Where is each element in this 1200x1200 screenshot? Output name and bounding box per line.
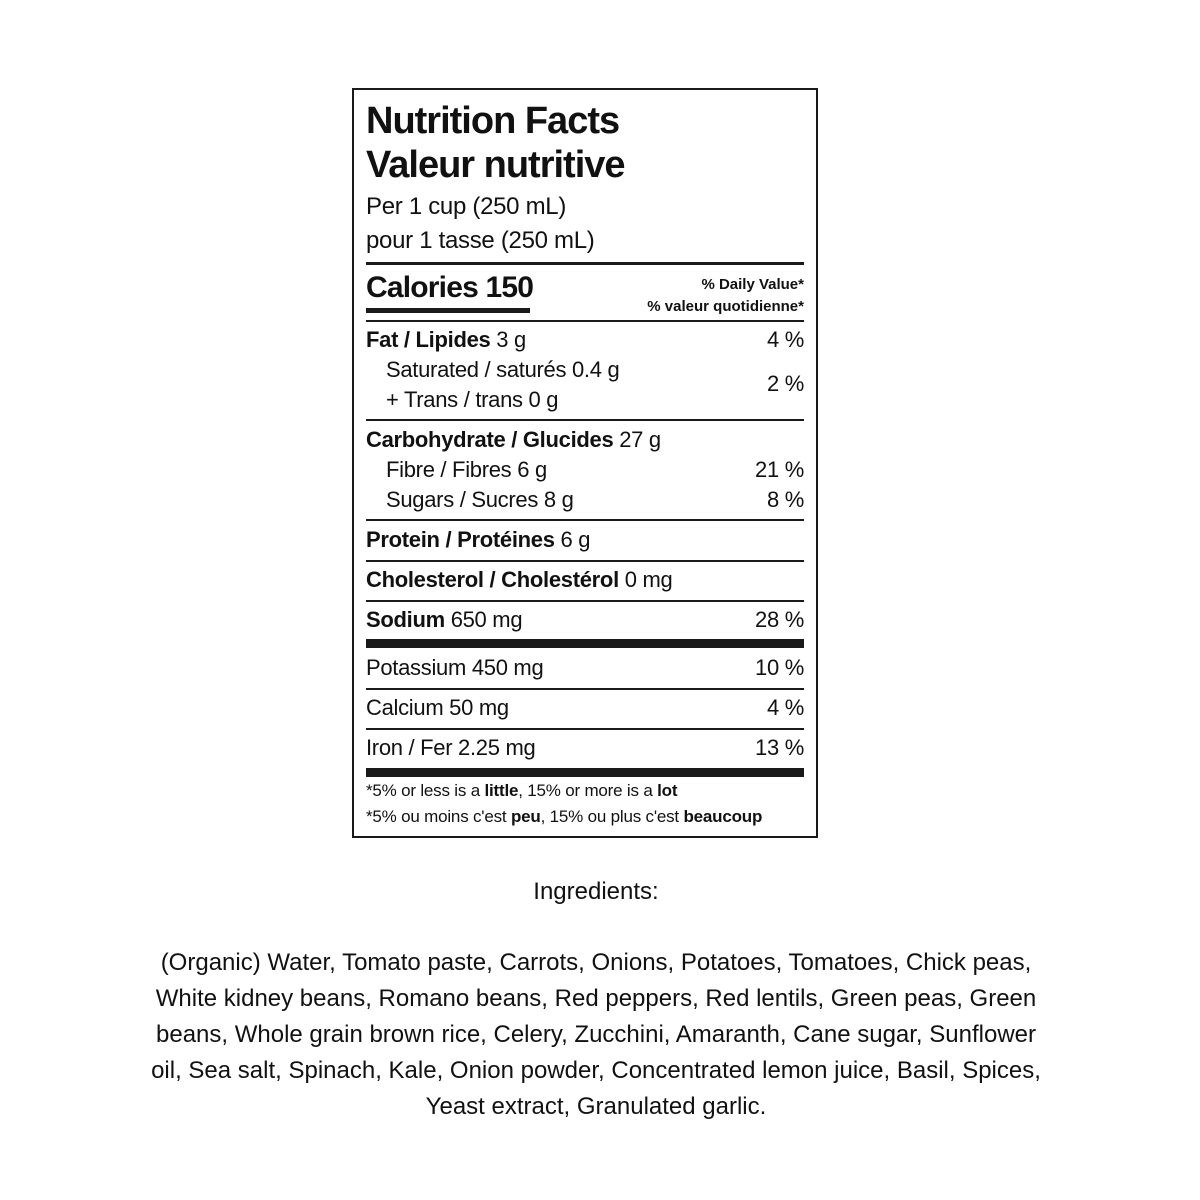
nutrient-row-potassium xyxy=(366,648,804,688)
label-title-en: Nutrition Facts xyxy=(366,100,620,142)
thick-divider xyxy=(366,639,804,648)
nutrient-name: Calcium 50 mg xyxy=(366,695,509,720)
nutrient-amount: 0 mg xyxy=(624,567,673,592)
footnote-text: *5% ou moins c'est xyxy=(366,807,511,826)
thick-divider xyxy=(366,768,804,777)
nutrient-dv: 21 % xyxy=(755,457,804,482)
nutrient-dv: 28 % xyxy=(755,607,804,632)
nutrient-name: Saturated / saturés xyxy=(386,357,567,382)
footnote-text: , 15% or more is a xyxy=(518,781,658,800)
nutrient-name: Carbohydrate / Glucides xyxy=(366,427,614,452)
nutrient-amount: 6 g xyxy=(560,527,591,552)
nutrient-name: Fat / Lipides xyxy=(366,327,491,352)
footnote-fr xyxy=(366,804,762,830)
nutrient-name: Iron / Fer 2.25 mg xyxy=(366,735,536,760)
daily-value-header-fr: % valeur quotidienne* xyxy=(647,298,804,315)
nutrient-dv: 13 % xyxy=(755,735,804,760)
nutrient-dv: 2 % xyxy=(766,371,804,396)
nutrient-row-cholesterol xyxy=(366,560,804,600)
nutrition-facts-label xyxy=(352,88,818,838)
nutrient-amount: 6 g xyxy=(517,457,547,482)
nutrient-dv: 4 % xyxy=(766,695,804,720)
nutrient-row-iron xyxy=(366,728,804,768)
nutrient-name: Protein / Protéines xyxy=(366,527,555,552)
nutrient-name: Sodium xyxy=(366,607,445,632)
calories: Calories 150 xyxy=(366,271,534,304)
daily-value-header-en: % Daily Value* xyxy=(701,276,804,293)
nutrient-name: Sugars / Sucres xyxy=(386,487,539,512)
footnote-en xyxy=(366,778,677,804)
nutrient-row-sugars xyxy=(366,480,804,520)
nutrient-name: + Trans / trans xyxy=(386,387,523,412)
nutrient-amount: 8 g xyxy=(543,487,574,512)
nutrient-row-protein xyxy=(366,520,804,560)
nutrient-amount: 0.4 g xyxy=(572,357,620,382)
nutrient-amount: 0 g xyxy=(528,387,559,412)
footnote-emphasis: lot xyxy=(657,781,678,800)
nutrient-amount: 650 mg xyxy=(450,607,523,632)
nutrient-name: Potassium 450 mg xyxy=(366,655,544,680)
ingredients-title: Ingredients: xyxy=(533,878,659,905)
footnote-emphasis: peu xyxy=(510,807,541,826)
nutrient-row-sodium xyxy=(366,600,804,640)
nutrient-amount: 27 g xyxy=(619,427,661,452)
serving-size-en: Per 1 cup (250 mL) xyxy=(366,193,567,220)
nutrient-dv: 4 % xyxy=(766,327,804,352)
calories-underline xyxy=(366,308,530,313)
nutrient-row-sat-trans-dv xyxy=(366,364,804,404)
ingredients-list: (Organic) Water, Tomato paste, Carrots, Onions, Potatoes, Tomatoes, Chick peas, White kidney beans, Romano beans, Red peppers, Red lentils, Green peas, Green beans, Whole grain brown rice, Celery, Zucchini, Amaranth, Cane sugar, Sunflower oil, Sea salt, Spinach, Kale, Onion powder, Concentrated lemon juice, Basil, Spices, Yeast extract, Granulated garlic. xyxy=(151,949,1041,1120)
footnote-text: , 15% ou plus c'est xyxy=(540,807,684,826)
nutrient-dv: 8 % xyxy=(766,487,804,512)
footnote-emphasis: beaucoup xyxy=(683,807,763,826)
footnote-emphasis: little xyxy=(484,781,519,800)
label-title-fr: Valeur nutritive xyxy=(366,144,625,186)
nutrient-name: Fibre / Fibres xyxy=(386,457,512,482)
footnote-text: *5% or less is a xyxy=(366,781,485,800)
nutrient-dv: 10 % xyxy=(755,655,804,680)
serving-size-fr: pour 1 tasse (250 mL) xyxy=(366,227,595,254)
nutrient-row-calcium xyxy=(366,688,804,728)
divider xyxy=(366,262,804,265)
nutrient-amount: 3 g xyxy=(496,327,526,352)
nutrient-name: Cholesterol / Cholestérol xyxy=(366,567,619,592)
